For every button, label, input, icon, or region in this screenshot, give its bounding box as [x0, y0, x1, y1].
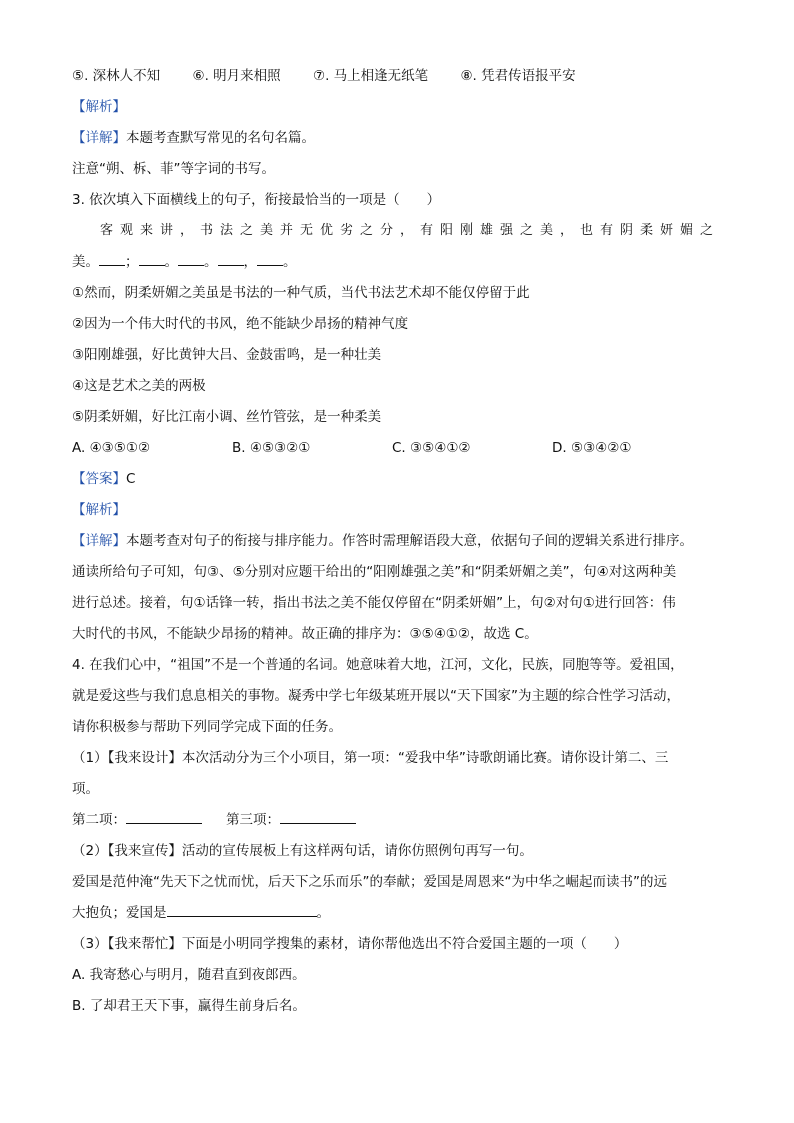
q2-detail-text: 本题考查默写常见的名句名篇。	[126, 130, 315, 146]
choice-a: A. 我寄愁心与明月，随君直到夜郎西。	[72, 967, 306, 983]
q4-sub1: （1）【我来设计】本次活动分为三个小项目，第一项：“爱我中华”诗歌朗诵比赛。请你设计第二、三	[72, 750, 669, 766]
q2-note: 注意“朔、柝、菲”等字词的书写。	[72, 161, 275, 177]
q3-detail	[72, 529, 722, 560]
passage-text: 美。	[72, 254, 99, 270]
recite-answers	[72, 64, 722, 95]
q3-detail-line: 大时代的书风，不能缺少昂扬的精神。故正确的排序为：③⑤④①②，故选 C。	[72, 626, 538, 642]
q3-sentence: ③阳刚雄强，好比黄钟大吕、金鼓雷鸣，是一种壮美	[72, 347, 382, 363]
q4-sub2: （2）【我来宣传】活动的宣传展板上有这样两句话，请你仿照例句再写一句。	[72, 843, 533, 859]
q3-options	[72, 436, 722, 467]
option-a: A. ④③⑤①②	[72, 440, 151, 456]
passage-sep: ，	[243, 254, 257, 270]
q3-sentence: ⑤阴柔妍媚，好比江南小调、丝竹管弦，是一种柔美	[72, 409, 382, 425]
q4-intro: 4. 在我们心中，“祖国”不是一个普通的名词。她意味着大地，江河，文化，民族，同胞等等。爱祖国，	[72, 657, 684, 673]
q4-sub3: （3）【我来帮忙】下面是小明同学搜集的素材，请你帮他选出不符合爱国主题的一项（ ）	[72, 936, 628, 952]
item3-answer-blank[interactable]	[280, 809, 356, 824]
detail-tag: 【详解】	[72, 533, 126, 549]
q4-sub1-cont: 项。	[72, 781, 99, 797]
q3-detail-text: 本题考查对句子的衔接与排序能力。作答时需理解语段大意，依据句子间的逻辑关系进行排序。	[126, 533, 693, 549]
example-text: 大抱负；爱国是	[72, 905, 167, 921]
q4-example-end	[72, 901, 722, 932]
recite-item: ⑥. 明月来相照	[192, 68, 281, 84]
option-c: C. ③⑤④①②	[392, 440, 471, 456]
q2-detail	[72, 126, 722, 157]
detail-tag: 【详解】	[72, 130, 126, 146]
q3-detail-line: 进行总述。接着，句①话锋一转，指出书法之美不能仅停留在“阴柔妍媚”上，句②对句①进行回答：伟	[72, 595, 676, 611]
q3-stem: 3. 依次填入下面横线上的句子，衔接最恰当的一项是（ ）	[72, 192, 441, 208]
passage-sep: 。	[283, 254, 297, 270]
passage-sep: ；	[125, 254, 139, 270]
recite-item: ⑦. 马上相逢无纸笔	[312, 68, 429, 84]
document-page	[72, 64, 722, 1025]
fill-blank	[178, 251, 204, 266]
q4-example: 爱国是范仲淹“先天下之忧而忧，后天下之乐而乐”的奉献；爱国是周恩来“为中华之崛起而读书”的远	[72, 874, 667, 890]
example-period: 。	[316, 905, 330, 921]
q4-intro: 请你积极参与帮助下列同学完成下面的任务。	[72, 719, 342, 735]
item2-label: 第二项：	[72, 812, 126, 828]
fill-blank	[257, 251, 283, 266]
q3-passage: 客观来讲，书法之美并无优劣之分，有阳刚雄强之美，也有阴柔妍媚之	[100, 223, 721, 238]
imitate-answer-blank[interactable]	[167, 902, 317, 917]
recite-item: ⑤. 深林人不知	[72, 68, 161, 84]
passage-sep: 。	[164, 254, 178, 270]
choice-b: B. 了却君王天下事，赢得生前身后名。	[72, 998, 306, 1014]
option-d: D. ⑤③④②①	[552, 440, 632, 456]
q4-item-blanks	[72, 808, 722, 839]
q3-answer	[72, 467, 722, 498]
fill-blank	[139, 251, 165, 266]
passage-sep: 。	[204, 254, 218, 270]
q3-sentence: ①然而，阴柔妍媚之美虽是书法的一种气质，当代书法艺术却不能仅停留于此	[72, 285, 530, 301]
fill-blank	[99, 251, 125, 266]
item2-answer-blank[interactable]	[126, 809, 202, 824]
answer-tag: 【答案】	[72, 471, 126, 487]
recite-item: ⑧. 凭君传语报平安	[460, 68, 576, 84]
answer-value: C	[126, 471, 136, 487]
fill-blank	[218, 251, 244, 266]
item3-label: 第三项：	[226, 812, 280, 828]
q4-intro: 就是爱这些与我们息息相关的事物。凝秀中学七年级某班开展以“天下国家”为主题的综合性学习活动，	[72, 688, 680, 704]
q3-passage-blanks	[72, 250, 722, 281]
option-b: B. ④⑤③②①	[232, 440, 311, 456]
q3-sentence: ②因为一个伟大时代的书风，绝不能缺少昂扬的精神气度	[72, 316, 409, 332]
analysis-tag: 【解析】	[72, 502, 126, 518]
q3-detail-line: 通读所给句子可知，句③、⑤分别对应题干给出的“阳刚雄强之美”和“阴柔妍媚之美”，句④对这两种美	[72, 564, 677, 580]
analysis-tag: 【解析】	[72, 99, 126, 115]
q3-sentence: ④这是艺术之美的两极	[72, 378, 206, 394]
